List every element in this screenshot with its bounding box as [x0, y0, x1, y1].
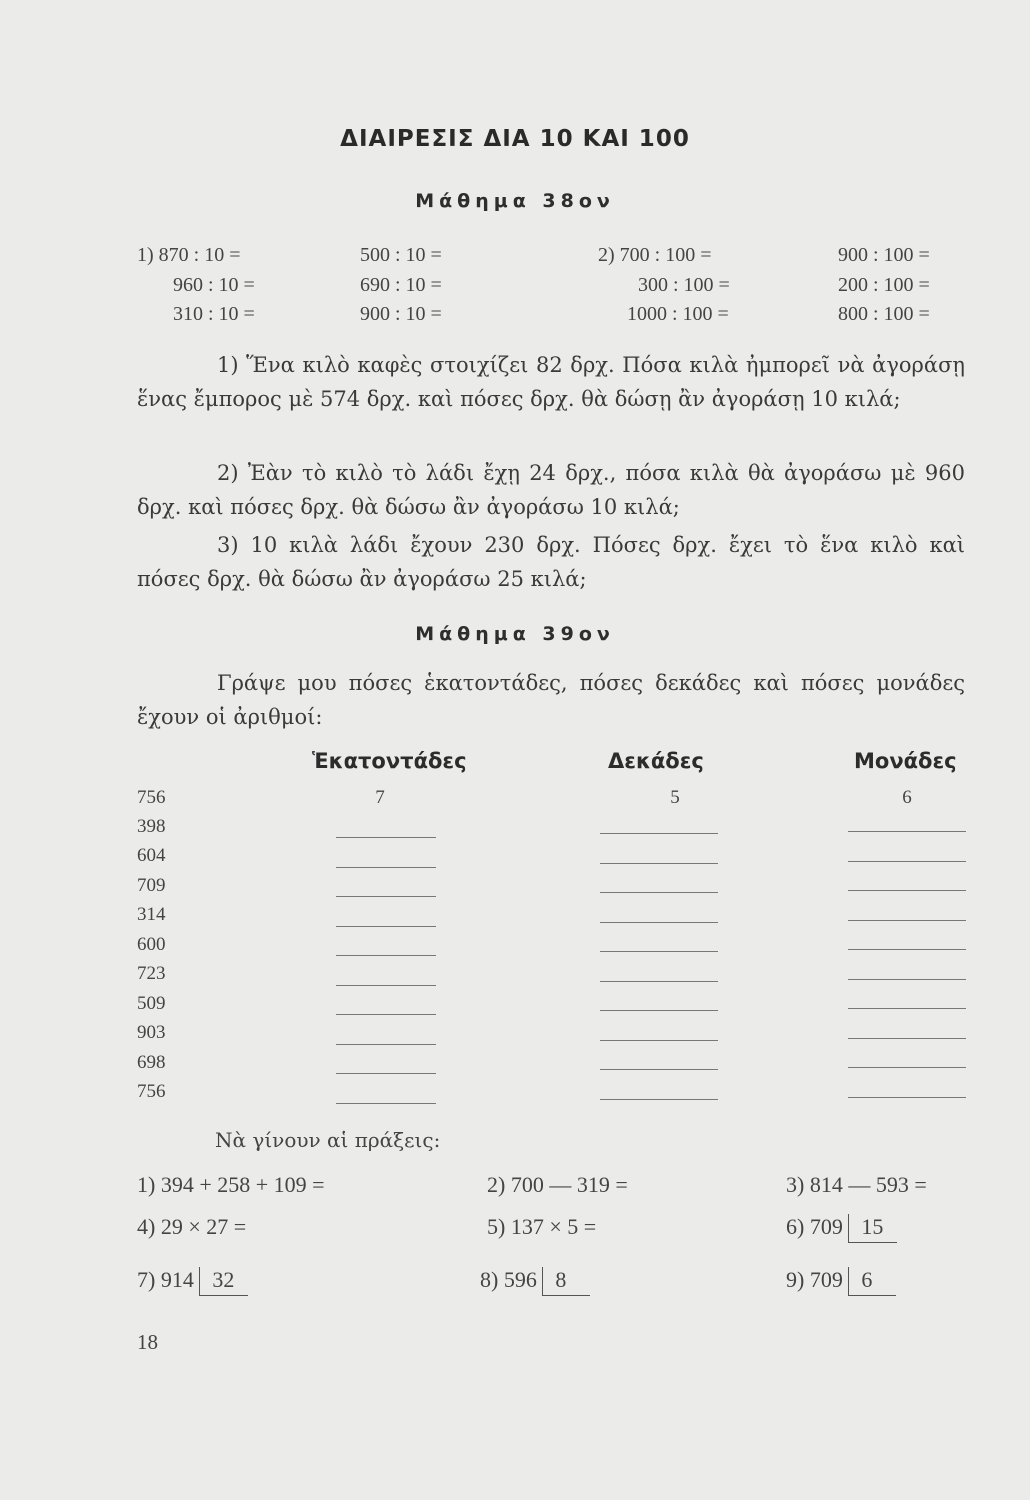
operation-7: 7) 914 32	[137, 1267, 248, 1296]
divisor: 15	[848, 1214, 897, 1243]
answer-line	[336, 1102, 436, 1104]
row-number: 709	[137, 875, 166, 896]
lesson-39-heading: Μάθημα 39ον	[415, 623, 615, 645]
tens-value: 5	[670, 787, 680, 808]
answer-line	[848, 1066, 966, 1068]
answer-line	[848, 1007, 966, 1009]
word-problem-3: 3) 10 κιλὰ λάδι ἔχουν 230 δρχ. Πόσες δρχ. ἔχει τὸ ἕνα κιλὸ καὶ πόσες δρχ. θὰ δώσω ἂν ἀγοράσω 25 κιλά;	[137, 533, 965, 591]
answer-line	[336, 954, 436, 956]
word-problem-1: 1) Ἕνα κιλὸ καφὲς στοιχίζει 82 δρχ. Πόσα κιλὰ ἠμπορεῖ νὰ ἀγοράσῃ ἕνας ἔμπορος μὲ 574 δρχ. καὶ πόσες δρχ. θὰ δώσῃ ἂν ἀγοράσῃ 10 κιλά;	[137, 353, 965, 411]
word-problem-2: 2) Ἐὰν τὸ κιλὸ τὸ λάδι ἔχῃ 24 δρχ., πόσα κιλὰ θὰ ἀγοράσω μὲ 960 δρχ. καὶ πόσες δρχ. θὰ δώσω ἂν ἀγοράσω 10 κιλά;	[137, 461, 965, 519]
answer-line	[848, 830, 966, 832]
exercise: 200 : 100 =	[838, 274, 930, 296]
answer-line	[600, 832, 718, 834]
operation-2: 2) 700 — 319 =	[487, 1172, 628, 1197]
answer-line	[848, 860, 966, 862]
row-number: 509	[137, 993, 166, 1014]
row-number: 903	[137, 1022, 166, 1043]
operation-5: 5) 137 × 5 =	[487, 1214, 597, 1239]
operation-4: 4) 29 × 27 =	[137, 1214, 247, 1239]
exercise: 690 : 10 =	[360, 274, 442, 296]
exercise: 300 : 100 =	[638, 274, 730, 296]
answer-line	[848, 889, 966, 891]
answer-line	[336, 1043, 436, 1045]
answer-line	[848, 978, 966, 980]
page-title: ΔΙΑΙΡΕΣΙΣ ΔΙΑ 10 ΚΑΙ 100	[340, 126, 690, 152]
answer-line	[848, 1037, 966, 1039]
exercise: 960 : 10 =	[173, 274, 255, 296]
row-number: 604	[137, 845, 166, 866]
answer-line	[336, 1072, 436, 1074]
exercise: 1) 870 : 10 =	[137, 244, 241, 266]
answer-line	[336, 1013, 436, 1015]
row-number: 756	[137, 1081, 166, 1102]
row-number: 698	[137, 1052, 166, 1073]
row-number: 756	[137, 787, 166, 808]
answer-line	[600, 1009, 718, 1011]
answer-line	[848, 1096, 966, 1098]
answer-line	[600, 921, 718, 923]
answer-line	[600, 1068, 718, 1070]
operation-8: 8) 596 8	[480, 1267, 590, 1296]
operation-3: 3) 814 — 593 =	[786, 1172, 927, 1197]
answer-line	[600, 862, 718, 864]
exercise: 900 : 100 =	[838, 244, 930, 266]
exercise: 2) 700 : 100 =	[598, 244, 712, 266]
hundreds-value: 7	[375, 787, 385, 808]
divisor: 32	[199, 1267, 248, 1296]
row-number: 723	[137, 963, 166, 984]
row-number: 398	[137, 816, 166, 837]
answer-line	[336, 925, 436, 927]
answer-line	[336, 866, 436, 868]
units-value: 6	[902, 787, 912, 808]
operations-heading: Νὰ γίνουν αἱ πράξεις:	[215, 1128, 441, 1152]
answer-line	[848, 948, 966, 950]
answer-line	[600, 950, 718, 952]
answer-line	[600, 1039, 718, 1041]
table-row	[137, 787, 977, 816]
exercise: 900 : 10 =	[360, 303, 442, 325]
answer-line	[336, 836, 436, 838]
exercise: 1000 : 100 =	[627, 303, 729, 325]
column-header-tens: Δεκάδες	[608, 749, 704, 773]
column-header-units: Μονάδες	[854, 749, 957, 773]
lesson-39-instruction: Γράψε μου πόσες ἑκατοντάδες, πόσες δεκάδες καὶ πόσες μονάδες ἔχουν οἱ ἀριθμοί:	[137, 671, 965, 729]
operation-9: 9) 709 6	[786, 1267, 896, 1296]
exercise: 310 : 10 =	[173, 303, 255, 325]
column-header-hundreds: Ἑκατοντάδες	[312, 749, 467, 773]
exercise: 500 : 10 =	[360, 244, 442, 266]
row-number: 600	[137, 934, 166, 955]
answer-line	[600, 1098, 718, 1100]
divisor: 6	[848, 1267, 896, 1296]
answer-line	[336, 895, 436, 897]
operation-1: 1) 394 + 258 + 109 =	[137, 1172, 325, 1197]
row-number: 314	[137, 904, 166, 925]
answer-line	[336, 984, 436, 986]
operation-6: 6) 709 15	[786, 1214, 897, 1243]
exercise: 800 : 100 =	[838, 303, 930, 325]
page-number: 18	[137, 1330, 158, 1354]
divisor: 8	[542, 1267, 590, 1296]
lesson-38-heading: Μάθημα 38ον	[415, 190, 615, 212]
answer-line	[848, 919, 966, 921]
answer-line	[600, 891, 718, 893]
answer-line	[600, 980, 718, 982]
